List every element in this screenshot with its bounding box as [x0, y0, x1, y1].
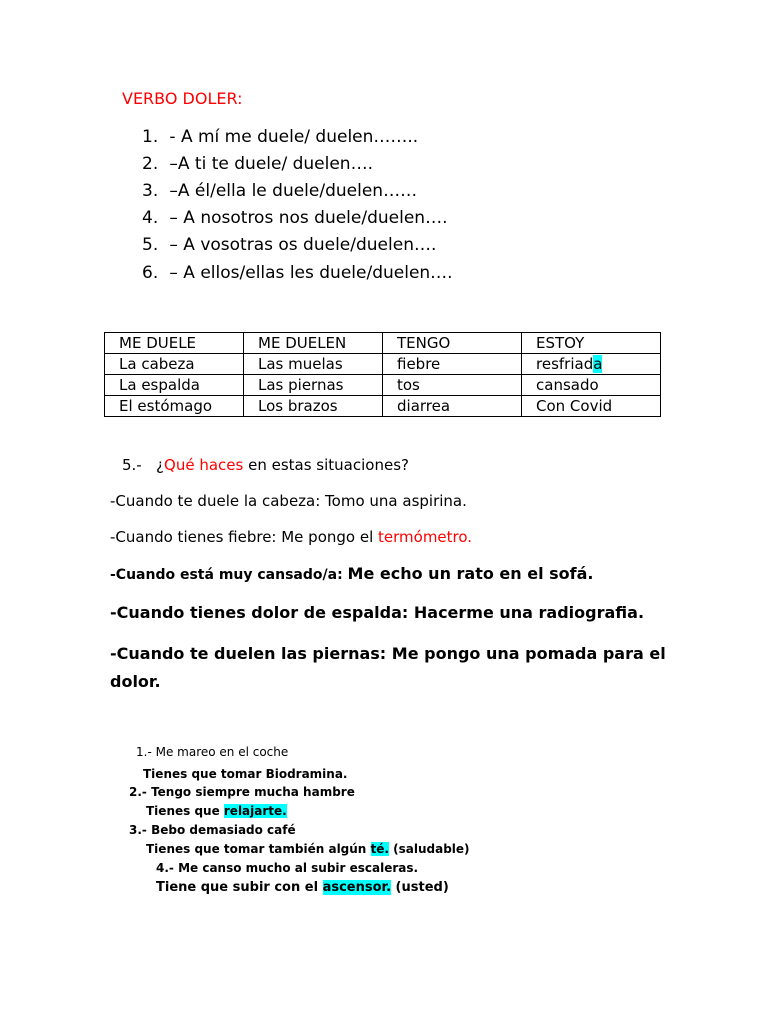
- table-cell: TENGO: [383, 333, 522, 354]
- answer-line: [110, 528, 472, 546]
- table-cell: Con Covid: [522, 396, 661, 417]
- question-red-text: Qué haces: [164, 456, 244, 474]
- question-number: 5.-: [122, 456, 142, 474]
- table-cell: Las muelas: [244, 354, 383, 375]
- list-text: - A mí me duele/ duelen……..: [164, 127, 419, 147]
- exercise-prompt: 4.- Me canso mucho al subir escaleras.: [156, 861, 419, 875]
- highlighted-word: relajarte.: [223, 804, 287, 818]
- list-item: [142, 154, 373, 174]
- list-item: [142, 235, 436, 255]
- answer-line: [110, 564, 594, 583]
- answer-big-text: Me echo un rato en el sofá.: [347, 564, 594, 583]
- answer-text: Tienes que tomar también algún: [146, 842, 371, 856]
- list-item: [142, 208, 447, 228]
- table-row: [105, 396, 661, 417]
- list-text: – A vosotras os duele/duelen….: [164, 235, 437, 255]
- answer-text: -Cuando tienes fiebre: Me pongo el: [110, 528, 379, 546]
- list-item: [142, 127, 418, 147]
- exercise-answer: [156, 880, 449, 895]
- table-cell: [522, 354, 661, 375]
- cell-text: resfriad: [536, 355, 594, 373]
- answer-line: -Cuando te duelen las piernas: Me pongo una pomada para el: [110, 644, 666, 663]
- table-cell: ME DUELE: [105, 333, 244, 354]
- question-mark: ¿: [156, 456, 165, 474]
- exercise-answer: [146, 804, 287, 818]
- exercise-answer: [146, 842, 470, 856]
- table-cell: diarrea: [383, 396, 522, 417]
- vocabulary-table: [104, 332, 661, 417]
- list-text: – A nosotros nos duele/duelen….: [164, 208, 448, 228]
- question-rest: en estas situaciones?: [243, 456, 409, 474]
- table-cell: fiebre: [383, 354, 522, 375]
- highlighted-word: té.: [370, 842, 389, 856]
- answer-red-text: termómetro.: [378, 528, 473, 546]
- answer-text: (usted): [391, 880, 449, 895]
- list-item: [142, 181, 417, 201]
- table-cell: Las piernas: [244, 375, 383, 396]
- table-header-row: [105, 333, 661, 354]
- table-cell: El estómago: [105, 396, 244, 417]
- table-cell: cansado: [522, 375, 661, 396]
- answer-text: Tienes que: [146, 804, 224, 818]
- table-cell: ESTOY: [522, 333, 661, 354]
- table-cell: ME DUELEN: [244, 333, 383, 354]
- exercise-prompt: 1.- Me mareo en el coche: [136, 745, 289, 759]
- answer-text: -Cuando está muy cansado/a:: [110, 567, 348, 583]
- table-cell: tos: [383, 375, 522, 396]
- table-row: [105, 354, 661, 375]
- list-text: –A él/ella le duele/duelen……: [164, 181, 418, 201]
- answer-line: -Cuando tienes dolor de espalda: Hacerme una radiografia.: [110, 603, 645, 622]
- table-row: [105, 375, 661, 396]
- answer-text: (saludable): [388, 842, 470, 856]
- list-number: 5.: [142, 235, 159, 255]
- list-number: 1.: [142, 127, 159, 147]
- list-number: 4.: [142, 208, 159, 228]
- highlighted-word: ascensor.: [322, 880, 392, 895]
- list-number: 6.: [142, 263, 159, 283]
- page-title: VERBO DOLER:: [122, 89, 243, 108]
- table-cell: La espalda: [105, 375, 244, 396]
- table-cell: Los brazos: [244, 396, 383, 417]
- question-heading: [122, 456, 409, 474]
- list-item: [142, 263, 453, 283]
- table-cell: La cabeza: [105, 354, 244, 375]
- highlighted-letter: a: [593, 355, 603, 373]
- exercise-answer: Tienes que tomar Biodramina.: [143, 767, 348, 781]
- list-number: 2.: [142, 154, 159, 174]
- answer-line: dolor.: [110, 672, 161, 691]
- list-text: – A ellos/ellas les duele/duelen….: [164, 263, 453, 283]
- list-number: 3.: [142, 181, 159, 201]
- answer-line: -Cuando te duele la cabeza: Tomo una aspirina.: [110, 492, 467, 510]
- exercise-prompt: 2.- Tengo siempre mucha hambre: [129, 785, 355, 799]
- exercise-prompt: 3.- Bebo demasiado café: [129, 823, 296, 837]
- list-text: –A ti te duele/ duelen….: [164, 154, 373, 174]
- answer-text: Tiene que subir con el: [156, 880, 323, 895]
